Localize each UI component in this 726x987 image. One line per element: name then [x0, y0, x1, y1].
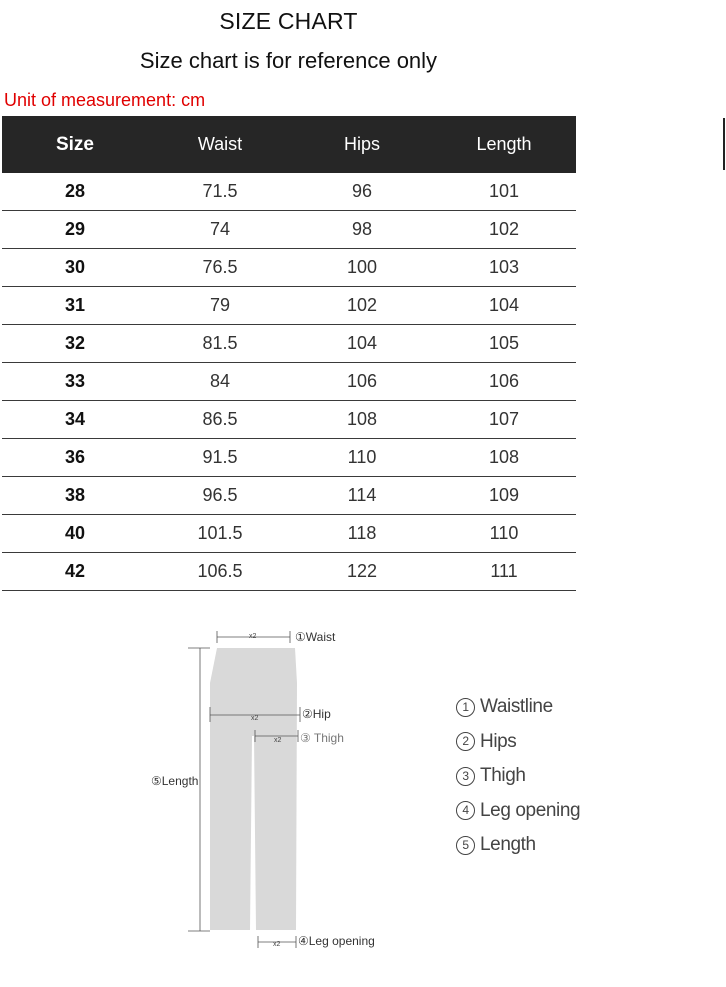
- page-title: SIZE CHART: [219, 8, 358, 34]
- table-row: [2, 173, 576, 211]
- length-cell: 108: [432, 439, 576, 477]
- column-header-size: Size: [2, 116, 148, 173]
- table-row: [2, 401, 576, 439]
- waist-cell: 96.5: [148, 477, 292, 515]
- waist-cell: 79: [148, 287, 292, 325]
- legend-number-icon: 1: [456, 698, 475, 717]
- pants-diagram: [150, 618, 390, 958]
- length-cell: 107: [432, 401, 576, 439]
- waist-cell: 81.5: [148, 325, 292, 363]
- length-cell: 106: [432, 363, 576, 401]
- hips-cell: 96: [292, 173, 432, 211]
- length-cell: 101: [432, 173, 576, 211]
- hips-cell: 118: [292, 515, 432, 553]
- legend-item: [456, 794, 580, 829]
- legend-number-icon: 5: [456, 836, 475, 855]
- page-subtitle: Size chart is for reference only: [139, 48, 438, 73]
- legend-label: Leg opening: [480, 799, 581, 821]
- hips-cell: 110: [292, 439, 432, 477]
- legend-label: Length: [480, 834, 536, 856]
- hips-cell: 108: [292, 401, 432, 439]
- size-cell: 31: [2, 287, 148, 325]
- size-cell: 42: [2, 553, 148, 591]
- legend-label: Hips: [480, 730, 517, 752]
- length-cell: 104: [432, 287, 576, 325]
- legend-item: [456, 828, 580, 863]
- column-header-length: Length: [432, 116, 576, 173]
- length-cell: 110: [432, 515, 576, 553]
- legend-item: [456, 690, 580, 725]
- waist-cell: 76.5: [148, 249, 292, 287]
- edge-divider: [723, 118, 725, 170]
- waist-cell: 101.5: [148, 515, 292, 553]
- hip-label: ②Hip: [302, 707, 331, 721]
- leg-opening-x2-label: x2: [273, 941, 281, 948]
- size-cell: 30: [2, 249, 148, 287]
- table-row: [2, 325, 576, 363]
- table-row: [2, 515, 576, 553]
- length-cell: 105: [432, 325, 576, 363]
- legend-item: [456, 725, 580, 760]
- hips-cell: 104: [292, 325, 432, 363]
- waist-cell: 71.5: [148, 173, 292, 211]
- pants-diagram-graphic: [150, 618, 390, 958]
- hips-cell: 98: [292, 211, 432, 249]
- length-cell: 102: [432, 211, 576, 249]
- size-cell: 34: [2, 401, 148, 439]
- waist-cell: 86.5: [148, 401, 292, 439]
- waist-cell: 91.5: [148, 439, 292, 477]
- hip-x2-label: x2: [251, 715, 259, 722]
- table-row: [2, 477, 576, 515]
- unit-note: Unit of measurement: cm: [4, 90, 206, 110]
- table-body: [2, 173, 576, 591]
- table-header-row: [2, 116, 576, 173]
- legend-label: Thigh: [480, 765, 526, 787]
- waist-label: ①Waist: [295, 630, 336, 644]
- hips-cell: 100: [292, 249, 432, 287]
- waist-x2-label: x2: [249, 633, 257, 640]
- legend-item: [456, 759, 580, 794]
- size-cell: 40: [2, 515, 148, 553]
- table-row: [2, 439, 576, 477]
- pants-silhouette: [210, 648, 297, 930]
- legend-number-icon: 4: [456, 801, 475, 820]
- waist-cell: 74: [148, 211, 292, 249]
- length-label: ⑤Length: [151, 774, 199, 788]
- column-header-hips: Hips: [292, 116, 432, 173]
- table-row: [2, 211, 576, 249]
- table-row: [2, 249, 576, 287]
- size-cell: 29: [2, 211, 148, 249]
- hips-cell: 122: [292, 553, 432, 591]
- hips-cell: 106: [292, 363, 432, 401]
- hips-cell: 102: [292, 287, 432, 325]
- waist-cell: 84: [148, 363, 292, 401]
- table-row: [2, 287, 576, 325]
- length-cell: 111: [432, 553, 576, 591]
- legend-label: Waistline: [480, 696, 553, 718]
- table-row: [2, 363, 576, 401]
- size-cell: 28: [2, 173, 148, 211]
- legend-number-icon: 3: [456, 767, 475, 786]
- column-header-waist: Waist: [148, 116, 292, 173]
- waist-cell: 106.5: [148, 553, 292, 591]
- hips-cell: 114: [292, 477, 432, 515]
- size-cell: 36: [2, 439, 148, 477]
- measurement-legend: [456, 690, 580, 863]
- length-cell: 109: [432, 477, 576, 515]
- thigh-label: ③ Thigh: [300, 731, 344, 745]
- leg-opening-label: ④Leg opening: [298, 934, 375, 948]
- length-cell: 103: [432, 249, 576, 287]
- size-cell: 32: [2, 325, 148, 363]
- size-cell: 33: [2, 363, 148, 401]
- legend-number-icon: 2: [456, 732, 475, 751]
- size-table: [2, 116, 576, 591]
- thigh-x2-label: x2: [274, 737, 282, 744]
- size-cell: 38: [2, 477, 148, 515]
- table-row: [2, 553, 576, 591]
